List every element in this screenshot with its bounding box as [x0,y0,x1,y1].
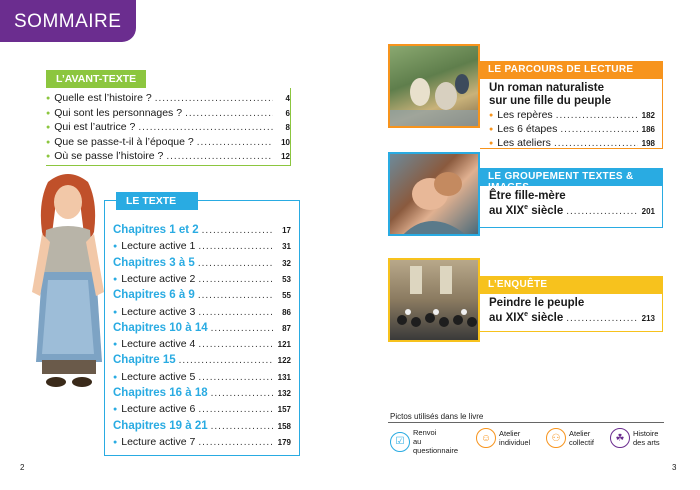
toc-page-number: 32 [282,258,291,268]
leader-dots [202,225,274,236]
leader-dots [198,290,274,301]
avant-texte-label: L’AVANT-TEXTE [46,70,146,88]
toc-row[interactable] [113,240,291,252]
toc-entry-text: Chapitres 1 et 2 [113,224,199,236]
toc-entry-text: Chapitres 6 à 9 [113,289,195,302]
toc-row[interactable] [113,403,291,415]
toc-entry-text: ● Quelle est l’histoire ? [46,92,152,104]
picto-label: Atelier individuel [499,429,531,447]
page-title: SOMMAIRE [14,11,122,32]
toc-entry-text: ● Où se passe l’histoire ? [46,150,163,162]
leader-dots [566,313,638,324]
toc-page-number: 158 [277,421,291,431]
toc-entry-text: ● Lecture active 5 [113,371,195,383]
toc-entry-text: ● Qui est l’autrice ? [46,121,135,133]
enquete-title-1: Peindre le peuple [489,297,585,309]
leader-dots [198,307,274,318]
pictos-divider [388,422,664,423]
groupement-row[interactable] [489,204,655,217]
toc-row[interactable] [113,354,291,366]
leader-dots [554,138,638,149]
toc-row[interactable] [113,420,291,432]
toc-row[interactable] [113,322,291,334]
enquete-page: 213 [641,313,655,323]
parcours-title-1: Un roman naturaliste [489,82,605,94]
leader-dots [211,323,274,334]
toc-row[interactable] [489,123,655,135]
toc-row[interactable] [113,273,291,285]
picto-item [546,428,619,448]
leader-dots [198,372,274,383]
enquete-title-2b: siècle [528,311,564,324]
groupement-title-2b: siècle [528,204,564,217]
toc-page-number: 12 [281,152,290,161]
toc-page-number: 179 [277,437,291,447]
toc-row[interactable] [46,136,290,148]
toc-row[interactable] [113,224,291,236]
toc-entry-text: Chapitres 3 à 5 [113,256,195,269]
enquete-frame-bottom [480,331,662,332]
leader-dots [198,437,274,448]
toc-entry-text: ● Lecture active 7 [113,436,195,448]
toc-page-number: 8 [285,123,290,132]
leader-dots [560,124,638,135]
toc-entry-text: Chapitres 16 à 18 [113,387,208,399]
groupement-title-2a: au XIX [489,204,525,217]
toc-page-number: 157 [277,405,291,415]
leader-dots [198,339,274,350]
toc-entry-text: Chapitres 10 à 14 [113,321,208,334]
leader-dots [556,110,638,121]
groupement-frame-bottom [480,227,662,228]
toc-entry-text: Chapitre 15 [113,354,176,367]
texte-label: LE TEXTE [116,192,198,210]
toc-row[interactable] [113,257,291,269]
toc-row[interactable] [46,150,290,162]
enquete-title-sup: e [524,311,529,318]
toc-entry-text: ● Les repères [489,109,553,121]
leader-dots [166,151,273,162]
toc-entry-text: ● Lecture active 3 [113,306,195,318]
group-workshop-icon: ⚇ [546,428,566,448]
picto-label: Atelier collectif [569,429,595,447]
toc-page-number: 87 [282,323,291,333]
parcours-label: LE PARCOURS DE LECTURE [480,61,662,79]
toc-entry-text: ● Lecture active 6 [113,403,195,415]
groupement-page: 201 [641,206,655,216]
leader-dots [198,241,274,252]
page-number-right: 3 [672,463,677,472]
toc-page-number: 121 [277,340,291,350]
leader-dots [179,355,274,366]
toc-page-number: 55 [282,291,291,301]
enquete-frame-edge [662,276,663,332]
enquete-row[interactable] [489,311,655,324]
leader-dots [197,137,273,148]
picto-label: Renvoi au questionnaire [413,428,459,455]
page-number-left: 2 [20,463,25,472]
toc-entry-text: ● Lecture active 4 [113,338,195,350]
toc-row[interactable] [113,306,291,318]
parcours-frame-edge [662,61,663,149]
toc-page-number: 198 [641,139,655,148]
picto-label: Histoire des arts [633,429,660,447]
leader-dots [185,108,273,119]
toc-entry-text: ● Qui sont les personnages ? [46,107,182,119]
parcours-title-2: sur une fille du peuple [489,95,612,107]
toc-entry-text: Chapitres 19 à 21 [113,419,208,432]
toc-row[interactable] [489,109,655,121]
enquete-label: L’ENQUÊTE [480,276,662,294]
toc-entry-text: ● Lecture active 1 [113,240,195,252]
toc-row[interactable] [489,137,655,149]
girl-illustration [28,172,110,394]
checklist-icon: ☑ [390,432,410,452]
enquete-painting [388,258,480,342]
individual-workshop-icon: ☺ [476,428,496,448]
parcours-painting [388,44,480,128]
toc-row[interactable] [113,371,291,383]
toc-entry-text: ● Lecture active 2 [113,273,195,285]
leader-dots [155,93,273,104]
art-history-icon: ☘ [610,428,630,448]
toc-page-number: 31 [282,242,291,252]
leader-dots [198,274,274,285]
toc-entry-text: ● Les ateliers [489,137,551,149]
picto-item [476,428,549,448]
toc-page-number: 53 [282,274,291,284]
toc-row[interactable] [46,107,290,119]
leader-dots [198,404,274,415]
picto-item [390,428,463,455]
toc-page-number: 182 [641,111,655,120]
leader-dots [566,206,638,217]
enquete-title-2a: au XIX [489,311,525,324]
toc-row[interactable] [113,387,291,399]
toc-page-number: 10 [281,137,290,147]
toc-row[interactable] [46,121,290,133]
leader-dots [211,388,274,399]
toc-page-number: 4 [285,94,290,103]
toc-page-number: 17 [282,226,291,235]
toc-row[interactable] [113,338,291,350]
toc-entry-text: ● Que se passe-t-il à l’époque ? [46,136,194,148]
picto-item [610,428,683,448]
toc-entry-text: ● Les 6 étapes [489,123,557,135]
groupement-title-1: Être fille-mère [489,190,566,202]
toc-page-number: 86 [282,307,291,317]
toc-page-number: 186 [641,125,655,134]
groupement-label: LE GROUPEMENT TEXTES & IMAGES [480,168,662,186]
toc-row[interactable] [113,436,291,448]
leader-dots [198,258,274,269]
toc-page-number: 131 [277,372,291,382]
toc-row[interactable] [46,92,290,104]
leader-dots [211,421,274,432]
groupement-painting [388,152,480,236]
toc-page-number: 122 [277,356,291,366]
leader-dots [138,122,273,133]
sommaire-header [0,0,136,42]
toc-page-number: 132 [277,389,291,398]
groupement-title-sup: e [524,204,529,211]
toc-page-number: 6 [285,108,290,118]
toc-row[interactable] [113,289,291,301]
pictos-title: Pictos utilisés dans le livre [390,412,484,421]
groupement-frame-edge [662,168,663,228]
